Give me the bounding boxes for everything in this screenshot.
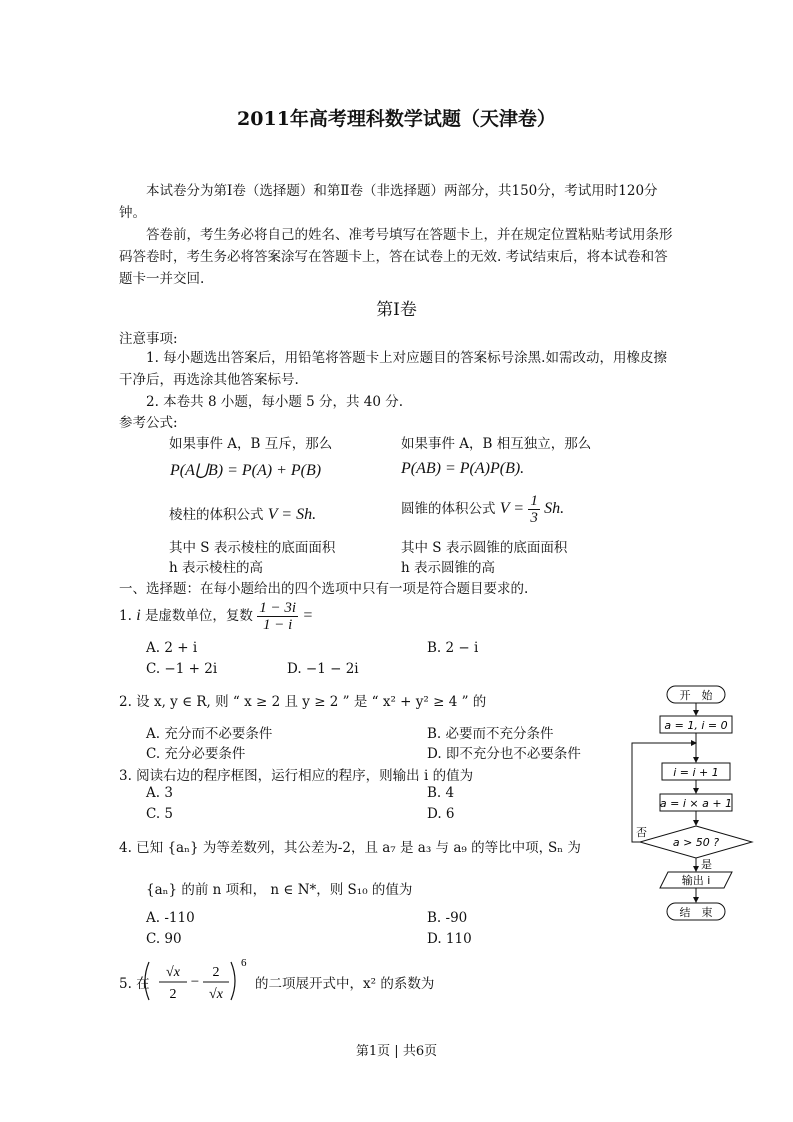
page-footer: 第1页 | 共6页: [355, 1044, 438, 1059]
condition-label: a > 50 ?: [672, 836, 720, 849]
question-4-option-d: D. 110: [427, 931, 472, 947]
question-5-prefix: 5. 在: [119, 976, 150, 992]
question-1-text: 是虚数单位，复数: [144, 608, 253, 624]
question-4-option-a: A. -110: [146, 910, 195, 926]
question-4-stem-line-2: {aₙ} 的前 n 项和， n ∈ N*，则 S₁₀ 的值为: [146, 882, 413, 898]
program-flowchart: [624, 680, 764, 925]
formula-union: P(A⋃B) = P(A) + P(B): [170, 462, 322, 479]
no-label: 否: [636, 826, 647, 839]
question-2-option-d: D. 即不充分也不必要条件: [427, 746, 581, 762]
note-1: 1. 每小题选出答案后，用铅笔将答题卡上对应题目的答案标号涂黑.如需改动，用橡皮擦干净后，再选涂其他答案标号.: [119, 350, 667, 388]
formula-product: P(AB) = P(A)P(B).: [401, 460, 525, 477]
question-4-sn: Sₙ 为: [548, 840, 581, 856]
question-1-fraction: [257, 600, 298, 633]
exponent: 6: [241, 957, 247, 969]
question-3-option-a: A. 3: [146, 785, 173, 801]
question-1-stem: [119, 600, 313, 633]
question-1-numerator: 1 − 3i: [259, 600, 297, 616]
question-1-option-b: B. 2 − i: [427, 640, 479, 656]
question-1-option-a: A. 2 + i: [146, 640, 198, 656]
question-2-option-a: A. 充分而不必要条件: [146, 726, 273, 742]
cone-equation-left: V =: [499, 500, 525, 517]
question-3-option-b: B. 4: [427, 785, 455, 801]
yes-label: 是: [701, 858, 712, 871]
question-3-stem: 3. 阅读右边的程序框图，运行相应的程序，则输出 i 的值为: [119, 768, 474, 784]
cone-volume-formula: [401, 493, 564, 526]
cone-fraction-numerator: 1: [530, 493, 538, 509]
intro-paragraph-2: 答卷前，考生务必将自己的姓名、准考号填写在答题卡上，并在规定位置粘贴考试用条形码答卷时，考生务必将答案涂写在答题卡上，答在试卷上的无效. 考试结束后，将本试卷和答题卡一并交回.: [119, 227, 673, 287]
intro-paragraph-1: 本试卷分为第Ⅰ卷（选择题）和第Ⅱ卷（非选择题）两部分，共150分，考试用时120分钟。: [119, 183, 658, 221]
cone-equation-right: Sh.: [544, 500, 565, 517]
end-label: 结 束: [679, 906, 713, 919]
question-1-i: i: [136, 607, 141, 624]
increment-label: i = i + 1: [673, 766, 719, 779]
question-1-denominator: 1 − i: [262, 617, 293, 633]
right-paren: [231, 962, 235, 1000]
question-1-option-d: D. −1 − 2i: [287, 661, 359, 677]
term-1-numerator: √x: [166, 965, 180, 980]
left-paren: [145, 962, 149, 1000]
cone-s-note: 其中 S 表示圆锥的底面面积: [401, 540, 568, 556]
question-2-option-b: B. 必要而不充分条件: [427, 726, 554, 742]
start-label: 开 始: [679, 689, 713, 702]
page-title: 2011年高考理科数学试题（天津卷）: [237, 108, 556, 130]
term-2-denominator: √x: [209, 987, 223, 1002]
prism-volume-formula: [169, 503, 316, 524]
prism-s-note: 其中 S 表示棱柱的底面面积: [169, 540, 336, 556]
question-5-binomial: [139, 956, 254, 1006]
cone-h-note: h 表示圆锥的高: [401, 560, 495, 576]
question-1-option-c: C. −1 + 2i: [146, 661, 218, 677]
prism-equation: V = Sh.: [267, 506, 317, 523]
formula-left-condition: 如果事件 A，B 互斥，那么: [169, 436, 333, 452]
volume-heading: 第Ⅰ卷: [376, 300, 417, 320]
term-1-denominator: 2: [169, 987, 177, 1002]
question-1-number: 1.: [119, 608, 132, 624]
note-2: 2. 本卷共 8 小题，每小题 5 分，共 40 分.: [146, 394, 404, 410]
question-2-stem: 2. 设 x, y ∈ R, 则 “ x ≥ 2 且 y ≥ 2 ” 是 “ x² + y² ≥ 4 ” 的: [119, 694, 487, 710]
output-label: 输出 i: [681, 874, 711, 887]
question-1-equals: =: [302, 607, 314, 624]
formula-right-condition: 如果事件 A，B 相互独立，那么: [401, 436, 592, 452]
update-label: a = i × a + 1: [659, 797, 733, 810]
section-one-heading: 一、选择题：在每小题给出的四个选项中只有一项是符合题目要求的.: [119, 581, 529, 597]
question-2-option-c: C. 充分必要条件: [146, 746, 246, 762]
question-4-option-b: B. -90: [427, 910, 468, 926]
question-4-option-c: C. 90: [146, 931, 182, 947]
init-label: a = 1, i = 0: [664, 719, 728, 732]
minus-sign: −: [190, 974, 200, 990]
question-3-option-d: D. 6: [427, 806, 455, 822]
notes-heading: 注意事项:: [119, 331, 178, 347]
cone-fraction: [528, 493, 540, 526]
formula-heading: 参考公式:: [119, 415, 178, 431]
term-2-numerator: 2: [212, 965, 220, 980]
question-4-stem-line-1: 4. 已知 {aₙ} 为等差数列，其公差为-2，且 a₇ 是 a₃ 与 a₉ 的等比中项，: [119, 840, 553, 856]
cone-fraction-denominator: 3: [530, 510, 538, 526]
prism-label: 棱柱的体积公式: [169, 507, 264, 523]
question-5-suffix: 的二项展开式中，x² 的系数为: [255, 976, 435, 992]
prism-h-note: h 表示棱柱的高: [169, 560, 263, 576]
cone-label: 圆锥的体积公式: [401, 501, 496, 517]
question-3-option-c: C. 5: [146, 806, 174, 822]
